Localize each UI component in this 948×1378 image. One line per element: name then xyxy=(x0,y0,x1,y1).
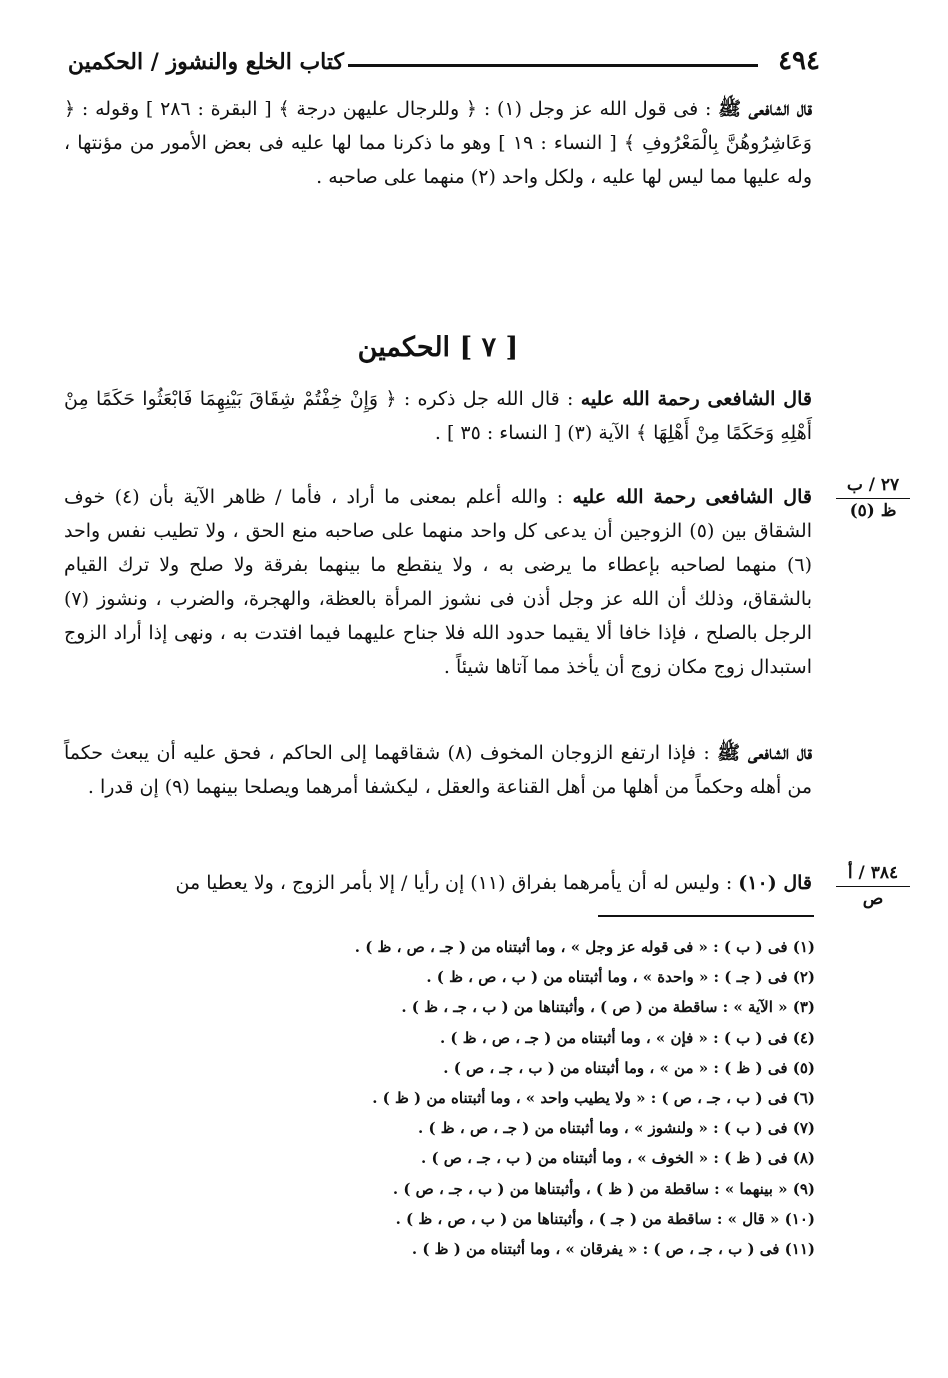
footnote: (٢) فى ( جـ ) : « واحدة » ، وما أثبتناه من ( ب ، ص ، ظ ) . xyxy=(426,968,815,987)
paragraph-2-speaker: قال الشافعى رحمة الله عليه xyxy=(580,388,812,410)
paragraph-3-speaker: قال الشافعى رحمة الله عليه xyxy=(572,486,812,508)
margin-note-2-bottom: ص xyxy=(862,889,884,909)
paragraph-2 xyxy=(64,382,812,450)
running-title: كتاب الخلع والنشوز / الحكمين xyxy=(67,49,344,75)
paragraph-3 xyxy=(64,480,812,684)
footnote-rule xyxy=(598,915,814,917)
paragraph-5 xyxy=(64,866,812,900)
paragraph-5-speaker: قال (١٠) xyxy=(738,872,812,894)
margin-note-2 xyxy=(836,862,910,910)
paragraph-1 xyxy=(64,92,812,194)
header-rule xyxy=(348,64,758,67)
paragraph-1-text: : فى قول الله عز وجل (١) : ﴿ وللرجال عليهن درجة ﴾ [ البقرة : ٢٨٦ ] وقوله : ﴿ وَعَاشِرُوهُنَّ بِالْمَعْرُوفِ ﴾ [ النساء : ١٩ ] وهو ما ذكرنا مما لها عليه فى بعض الأمور من مؤنتها ، وله عليها مما ليس لها عليه ، ولكل واحد (٢) منهما على صاحبه . xyxy=(64,98,812,188)
footnote: (٥) فى ( ظ ) : « من » ، وما أثبتناه من ( ب ، جـ ، ص ) . xyxy=(443,1058,815,1077)
margin-note-1-bottom: ظ (٥) xyxy=(849,501,897,521)
margin-note-2-top: ٣٨٤ / أ xyxy=(836,862,910,887)
footnotes-list xyxy=(200,932,815,1264)
footnote: (٧) فى ( ب ) : « ولنشوز » ، وما أثبتناه من ( جـ ، ص ، ظ ) . xyxy=(418,1119,815,1138)
page-number: ٤٩٤ xyxy=(778,46,820,76)
footnote: (١٠) « قال » : ساقطة من ( جـ ) ، وأثبتناها من ( ب ، ص ، ظ ) . xyxy=(395,1209,815,1228)
paragraph-2-text: : قال الله جل ذكره : ﴿ وَإِنْ خِفْتُمْ شِقَاقَ بَيْنِهِمَا فَابْعَثُوا حَكَمًا مِنْ أَهْلِهِ وَحَكَمًا مِنْ أَهْلِهَا ﴾ الآية (٣) [ النساء : ٣٥ ] . xyxy=(64,388,812,444)
margin-note-1 xyxy=(836,474,910,522)
paragraph-4 xyxy=(64,736,812,804)
footnote: (٣) « الآية » : ساقطة من ( ص ) ، وأثبتناها من ( ب ، جـ ، ظ ) . xyxy=(401,998,815,1017)
footnote: (٨) فى ( ظ ) : « الخوف » ، وما أثبتناه من ( ب ، جـ ، ص ) . xyxy=(421,1149,815,1168)
margin-note-1-top: ٢٧ / ب xyxy=(836,474,910,499)
section-title: [ ٧ ] الحكمين xyxy=(357,332,519,363)
paragraph-1-speaker: قال الشافعى ﷺ xyxy=(718,98,813,120)
footnote: (١) فى ( ب ) : « فى قوله عز وجل » ، وما أثبتناه من ( جـ ، ص ، ظ ) . xyxy=(354,938,815,956)
paragraph-3-text: : والله أعلم بمعنى ما أراد ، فأما / ظاهر الآية بأن (٤) خوف الشقاق بين (٥) الزوجين أن يدعى كل واحد منهما على صاحبه منع الحق ، ولا تطيب نفس واحد (٦) منهما لصاحبه بإعطاء ما يرضى به ، ولا ينقطع ما بينهما بفرقة ولا صلح ولا ترك القيام بالشقاق، وذلك أن الله عز وجل أذن فى نشوز المرأة بالعظة، والهجرة، والضرب ، ونشوز (٧) الرجل بالصلح ، فإذا خافا ألا يقيما حدود الله فلا جناح عليهما فيما افتدت به ، ونهى إذا أراد الزوج استبدال زوج مكان زوج أن يأخذ مما آتاها شيئاً . xyxy=(64,486,812,678)
paragraph-5-text: : وليس له أن يأمرهما بفراق (١١) إن رأيا / إلا بأمر الزوج ، ولا يعطيا من xyxy=(175,872,739,894)
footnote: (١١) فى ( ب ، جـ ، ص ) : « يفرقان » ، وما أثبتناه من ( ظ ) . xyxy=(411,1240,815,1259)
footnote: (٦) فى ( ب ، جـ ، ص ) : « ولا يطيب واحد » ، وما أثبتناه من ( ظ ) . xyxy=(372,1089,815,1108)
paragraph-4-text: : فإذا ارتفع الزوجان المخوف (٨) شقاقهما إلى الحاكم ، فحق عليه أن يبعث حكماً من أهله وحكماً من أهلها من أهل القناعة والعقل ، ليكشفا أمرهما ويصلحا بينهما (٩) إن قدرا . xyxy=(64,742,812,798)
footnote: (٩) « بينهما » : ساقطة من ( ظ ) ، وأثبتناها من ( ب ، جـ ، ص ) . xyxy=(392,1179,815,1198)
footnote: (٤) فى ( ب ) : « فإن » ، وما أثبتناه من ( جـ ، ص ، ظ ) . xyxy=(439,1028,815,1047)
paragraph-4-speaker: قال الشافعى ﷺ xyxy=(717,742,813,764)
